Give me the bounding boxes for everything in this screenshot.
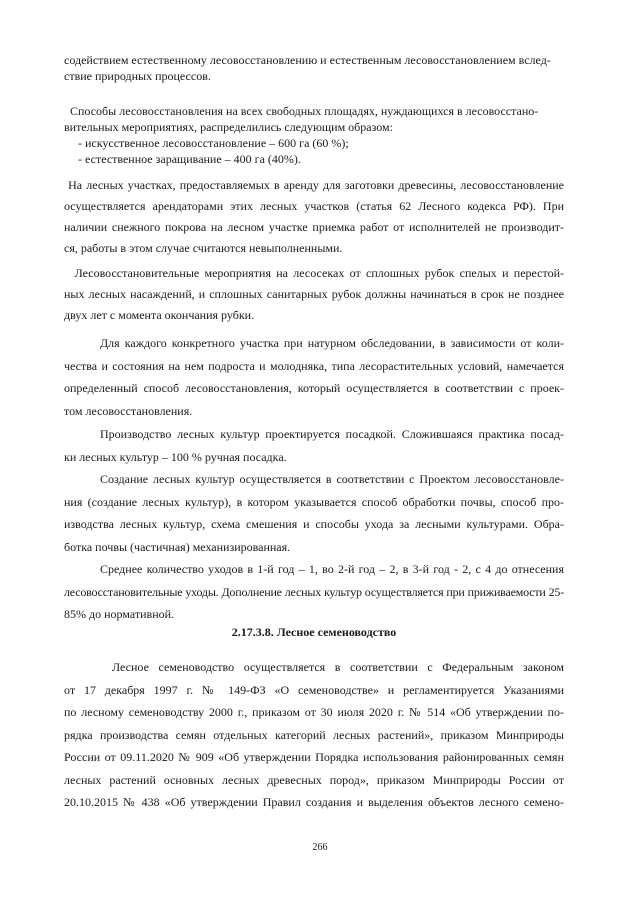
- text-line: лесных растений основных лесных древесных пород», приказом Минприроды России от: [64, 772, 564, 787]
- text-line: Для каждого конкретного участка при натурном обследовании, в зависимости от коли-: [100, 336, 564, 350]
- list-item: - искусственное лесовосстановление – 600 га (60 %);: [78, 136, 349, 150]
- section-heading: 2.17.3.8. Лесное семеноводство: [231, 625, 397, 639]
- text-line: изводства лесных культур, схема смешения и способы ухода за лесными культурами. Обра-: [64, 517, 564, 531]
- page-number: 266: [312, 842, 328, 853]
- text-line: содействием естественному лесовосстановлению и естественным лесовосстановлением вслед-: [64, 53, 551, 67]
- text-line: Среднее количество уходов в 1-й год – 1, во 2-й год – 2, в 3-й год - 2, с 4 до отнесения: [100, 562, 564, 576]
- text-line: ных лесных насаждений, и сплошных санитарных рубок должны начинаться в срок не позднее: [64, 287, 564, 301]
- paragraph-lease-areas: [64, 175, 564, 259]
- paragraph-regeneration-methods: [64, 103, 564, 135]
- text-line: лесовосстановительные уходы. Дополнение лесных культур осуществляется при приживаемости 25-: [64, 584, 564, 599]
- text-line: ся, работы в этом случае считаются невыполненными.: [64, 241, 343, 255]
- text-line: ботка почвы (частичная) механизированная.: [64, 539, 291, 554]
- text-line: Способы лесовосстановления на всех свободных площадях, нуждающихся в лесовосстано-: [64, 104, 539, 118]
- text-line: Лесное семеноводство осуществляется в соответствии с Федеральным законом: [112, 660, 564, 674]
- text-line: России от 09.11.2020 № 909 «Об утверждении Порядка использования районированных семян: [64, 750, 564, 764]
- paragraph-forest-culture-project: [64, 468, 564, 558]
- paragraph-site-survey: [64, 332, 564, 422]
- list-item: - естественное заращивание – 400 га (40%).: [78, 152, 301, 166]
- text-line: Производство лесных культур проектируется посадкой. Сложившаяся практика посад-: [100, 427, 564, 441]
- paragraph-forest-seed-production: [64, 656, 564, 814]
- text-line: Создание лесных культур осуществляется в соответствии с Проектом лесовосстановле-: [100, 472, 564, 486]
- regeneration-methods-list: [64, 135, 564, 167]
- text-line: На лесных участках, предоставляемых в аренду для заготовки древесины, лесовосстановление: [64, 178, 565, 192]
- text-line: рядка производства семян отдельных категорий лесных растений», приказом Минприроды: [64, 727, 564, 742]
- text-line: чества и состояния на нем подроста и молодняка, типа лесорастительных условий, намечается: [64, 358, 564, 373]
- paragraph-care-count: [64, 558, 564, 626]
- text-line: вительных мероприятиях, распределились следующим образом:: [64, 120, 393, 134]
- paragraph-clear-cut-measures: [64, 263, 564, 326]
- text-line: 20.10.2015 № 438 «Об утверждении Правил создания и выделения объектов лесного семено-: [64, 795, 564, 809]
- text-line: наличии снежного покрова на лесном участке приемка работ от исполнителей не производит-: [64, 220, 564, 234]
- text-line: по лесному семеноводству 2000 г., приказом от 30 июля 2020 г. № 514 «Об утверждении по-: [64, 705, 564, 719]
- text-line: том лесовосстановления.: [64, 403, 193, 418]
- text-line: 85% до нормативной.: [64, 607, 175, 621]
- text-line: Лесовосстановительные мероприятия на лесосеках от сплошных рубок спелых и перестой-: [64, 266, 564, 280]
- text-line: ствие природных процессов.: [64, 69, 211, 83]
- text-line: двух лет с момента окончания рубки.: [64, 308, 255, 322]
- paragraph-planting: [64, 423, 564, 468]
- text-line: ния (создание лесных культур), в котором указывается способ обработки почвы, способ про-: [64, 494, 564, 509]
- text-line: определенный способ лесовосстановления, который осуществляется в соответствии с проек-: [64, 381, 564, 395]
- text-line: от 17 декабря 1997 г. № 149-ФЗ «О семеноводстве» и регламентируется Указаниями: [64, 682, 564, 697]
- text-line: осуществляется арендаторами этих лесных участков (статья 62 Лесного кодекса РФ). При: [64, 199, 564, 213]
- paragraph-natural-regeneration: [64, 52, 564, 84]
- text-line: ки лесных культур – 100 % ручная посадка.: [64, 449, 287, 464]
